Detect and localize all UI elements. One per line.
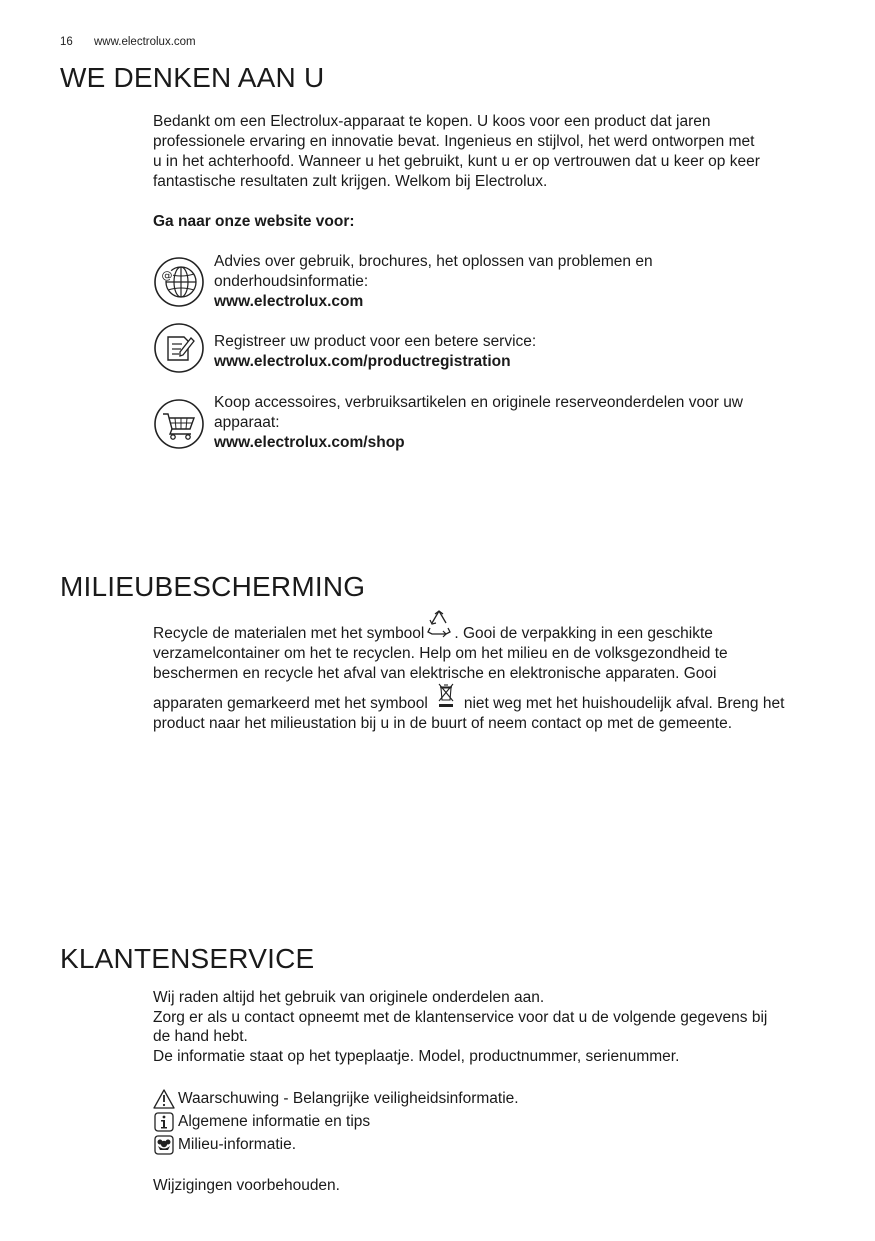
- env-line: beschermen en recycle het afval van elektrische en elektronische apparaten. Gooi: [153, 665, 717, 682]
- intro-line: professionele ervaring en innovatie bevat. Ingenieus en stijlvol, het werd ontworpen met: [153, 133, 755, 150]
- intro-line: fantastische resultaten zult krijgen. Welkom bij Electrolux.: [153, 173, 548, 190]
- section-title-klantenservice: KLANTENSERVICE: [60, 943, 315, 974]
- service-line: de hand hebt.: [153, 1028, 248, 1045]
- intro-line: Bedankt om een Electrolux-apparaat te kopen. U koos voor een product dat jaren: [153, 113, 711, 130]
- link-productregistration[interactable]: www.electrolux.com/productregistration: [214, 353, 511, 370]
- website-heading: Ga naar onze website voor:: [153, 213, 355, 230]
- legend-item-warning: [153, 1087, 519, 1110]
- symbol-legend: [153, 1087, 519, 1156]
- intro-paragraph: [153, 112, 843, 192]
- env-line-text: Recycle de materialen met het symbool: [153, 625, 425, 642]
- section-title-we-denken-aan-u: WE DENKEN AAN U: [60, 62, 325, 93]
- item-text-line: apparaat:: [214, 414, 280, 431]
- item-text-line: Koop accessoires, verbruiksartikelen en originele reserveonderdelen voor uw: [214, 394, 744, 411]
- recycle-icon: [426, 610, 452, 644]
- env-line: product naar het milieustation bij u in de buurt of neem contact op met de gemeente.: [153, 715, 733, 732]
- item-text-line: Advies over gebruik, brochures, het oplossen van problemen en: [214, 253, 653, 270]
- env-line: [153, 684, 843, 714]
- link-electrolux-com[interactable]: www.electrolux.com: [214, 293, 364, 310]
- env-line-text: . Gooi de verpakking in een geschikte: [454, 625, 713, 642]
- register-document-icon: [153, 322, 205, 374]
- legend-item-environment: [153, 1133, 519, 1156]
- svg-text:@: @: [161, 269, 173, 282]
- item-text-line: Registreer uw product voor een betere service:: [214, 333, 537, 350]
- header-url[interactable]: www.electrolux.com: [94, 36, 196, 48]
- environment-icon: [153, 1135, 175, 1155]
- customer-service-paragraph: [153, 988, 843, 1066]
- page-header: [60, 36, 196, 48]
- legend-text: Algemene informatie en tips: [178, 1112, 371, 1130]
- env-line: [153, 614, 843, 644]
- service-line: Wij raden altijd het gebruik van originele onderdelen aan.: [153, 989, 545, 1006]
- changes-reserved-note: Wijzigingen voorbehouden.: [153, 1177, 340, 1194]
- globe-at-icon: [153, 256, 205, 308]
- intro-line: u in het achterhoofd. Wanneer u het gebruikt, kunt u er op vertrouwen dat u keer op keer: [153, 153, 760, 170]
- warning-triangle-icon: [153, 1089, 175, 1109]
- item-text-line: onderhoudsinformatie:: [214, 273, 369, 290]
- env-line: verzamelcontainer om het te recyclen. Help om het milieu en de volksgezondheid te: [153, 645, 728, 662]
- section-title-milieubescherming: MILIEUBESCHERMING: [60, 571, 366, 602]
- env-line-text: apparaten gemarkeerd met het symbool: [153, 695, 428, 712]
- service-line: De informatie staat op het typeplaatje. Model, productnummer, serienummer.: [153, 1047, 680, 1065]
- info-icon: [153, 1112, 175, 1132]
- legend-item-info: [153, 1110, 519, 1133]
- legend-text: Waarschuwing - Belangrijke veiligheidsinformatie.: [178, 1089, 519, 1107]
- page-number: 16: [60, 36, 73, 48]
- shopping-cart-icon: [153, 398, 205, 450]
- legend-text: Milieu-informatie.: [178, 1135, 297, 1153]
- weee-crossed-bin-icon: [437, 682, 455, 714]
- env-line-text: niet weg met het huishoudelijk afval. Breng het: [463, 695, 785, 712]
- service-line: Zorg er als u contact opneemt met de klantenservice voor dat u de volgende gegevens bij: [153, 1008, 768, 1026]
- environment-paragraph: [153, 614, 843, 734]
- link-shop[interactable]: www.electrolux.com/shop: [214, 434, 405, 451]
